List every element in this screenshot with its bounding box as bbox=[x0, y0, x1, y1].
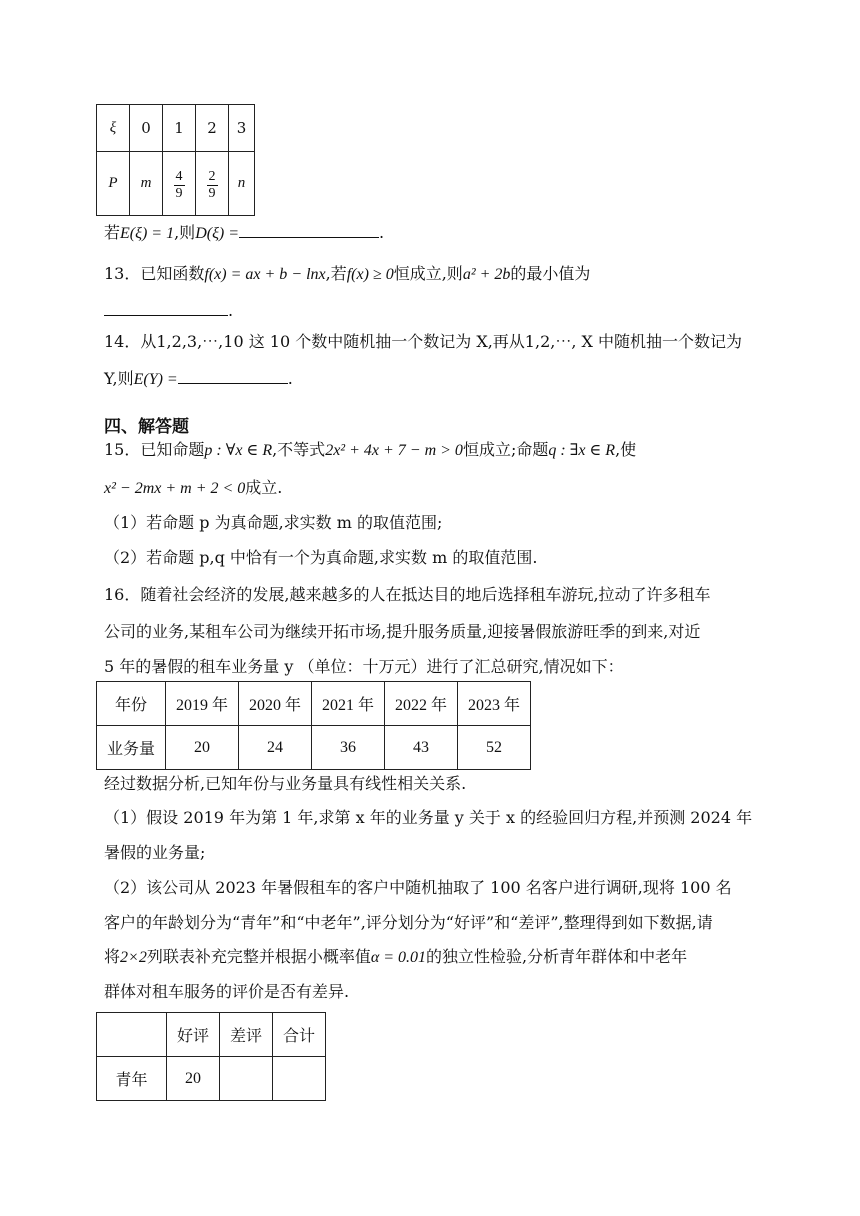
answer-blank bbox=[104, 301, 228, 316]
q15-line2: x² − 2mx + m + 2 < 0成立. bbox=[104, 478, 283, 497]
year-2020: 2020 年 bbox=[239, 682, 312, 726]
xi-value-3: 3 bbox=[229, 105, 255, 152]
q16-sub1-line1: （1）假设 2019 年为第 1 年,求第 x 年的业务量 y 关于 x 的经验回归方程,并预测 2024 年 bbox=[104, 808, 753, 827]
year-2022: 2022 年 bbox=[385, 682, 458, 726]
business-volume-table bbox=[96, 681, 531, 770]
xi-header: ξ bbox=[97, 105, 130, 152]
volume-value: 24 bbox=[239, 726, 312, 770]
year-2021: 2021 年 bbox=[312, 682, 385, 726]
fraction: $\frac{4}{9}$ bbox=[175, 168, 183, 201]
distribution-table bbox=[96, 104, 255, 216]
q13-answer-line: . bbox=[104, 300, 233, 322]
youth-good: 20 bbox=[167, 1057, 220, 1101]
q16-sub2-line4: 群体对租车服务的评价是否有差异. bbox=[104, 982, 350, 1001]
p-value-0: m bbox=[130, 152, 163, 216]
q15-sub1: （1）若命题 p 为真命题,求实数 m 的取值范围; bbox=[104, 513, 443, 532]
xi-value-0: 0 bbox=[130, 105, 163, 152]
year-header: 年份 bbox=[97, 682, 166, 726]
p-header: P bbox=[97, 152, 130, 216]
answer-blank bbox=[178, 369, 288, 384]
header-bad: 差评 bbox=[220, 1013, 273, 1057]
q16-after-table: 经过数据分析,已知年份与业务量具有线性相关关系. bbox=[104, 774, 467, 793]
volume-value: 36 bbox=[312, 726, 385, 770]
xi-value-2: 2 bbox=[196, 105, 229, 152]
header-good: 好评 bbox=[167, 1013, 220, 1057]
q16-sub1-line2: 暑假的业务量; bbox=[104, 843, 206, 862]
volume-value: 52 bbox=[458, 726, 531, 770]
header-total: 合计 bbox=[273, 1013, 326, 1057]
youth-bad bbox=[220, 1057, 273, 1101]
question-16: 16．随着社会经济的发展,越来越多的人在抵达目的地后选择租车游玩,拉动了许多租车 bbox=[104, 585, 711, 604]
volume-value: 20 bbox=[166, 726, 239, 770]
year-2023: 2023 年 bbox=[458, 682, 531, 726]
p-value-2 bbox=[196, 152, 229, 216]
q15-sub2: （2）若命题 p,q 中恰有一个为真命题,求实数 m 的取值范围. bbox=[104, 548, 538, 567]
question-14: 14．从1,2,3,⋯,10 这 10 个数中随机抽一个数记为 X,再从1,2,⋯, X 中随机抽一个数记为 bbox=[104, 332, 742, 351]
year-2019: 2019 年 bbox=[166, 682, 239, 726]
volume-header: 业务量 bbox=[97, 726, 166, 770]
q16-line2: 公司的业务,某租车公司为继续开拓市场,提升服务质量,迎接暑假旅游旺季的到来,对近 bbox=[104, 622, 701, 641]
section-heading: 四、解答题 bbox=[104, 417, 189, 437]
q16-sub2-line1: （2）该公司从 2023 年暑假租车的客户中随机抽取了 100 名客户进行调研,现将 100 名 bbox=[104, 878, 732, 897]
contingency-table bbox=[96, 1012, 326, 1101]
youth-total bbox=[273, 1057, 326, 1101]
p-value-3: n bbox=[229, 152, 255, 216]
question-15: 15．已知命题p : ∀x ∈ R,不等式2x² + 4x + 7 − m > 0恒成立;命题q : ∃x ∈ R,使 bbox=[104, 440, 637, 459]
q12-tail: 若E(ξ) = 1,则D(ξ) = . bbox=[104, 223, 385, 242]
question-13: 13．已知函数f(x) = ax + b − lnx,若f(x) ≥ 0恒成立,则a² + 2b的最小值为 bbox=[104, 264, 591, 283]
volume-value: 43 bbox=[385, 726, 458, 770]
row-youth: 青年 bbox=[97, 1057, 167, 1101]
fraction: $\frac{2}{9}$ bbox=[208, 168, 216, 201]
q16-sub2-line2: 客户的年龄划分为“青年”和“中老年”,评分划分为“好评”和“差评”,整理得到如下数据,请 bbox=[104, 913, 713, 932]
q14-line2: Y,则E(Y) = . bbox=[104, 369, 293, 388]
q16-sub2-line3: 将2×2列联表补充完整并根据小概率值α = 0.01的独立性检验,分析青年群体和中老年 bbox=[104, 947, 688, 966]
contingency-corner bbox=[97, 1013, 167, 1057]
answer-blank bbox=[239, 223, 379, 238]
q16-line3: 5 年的暑假的租车业务量 y （单位：十万元）进行了汇总研究,情况如下： bbox=[104, 657, 624, 676]
xi-value-1: 1 bbox=[163, 105, 196, 152]
p-value-1 bbox=[163, 152, 196, 216]
